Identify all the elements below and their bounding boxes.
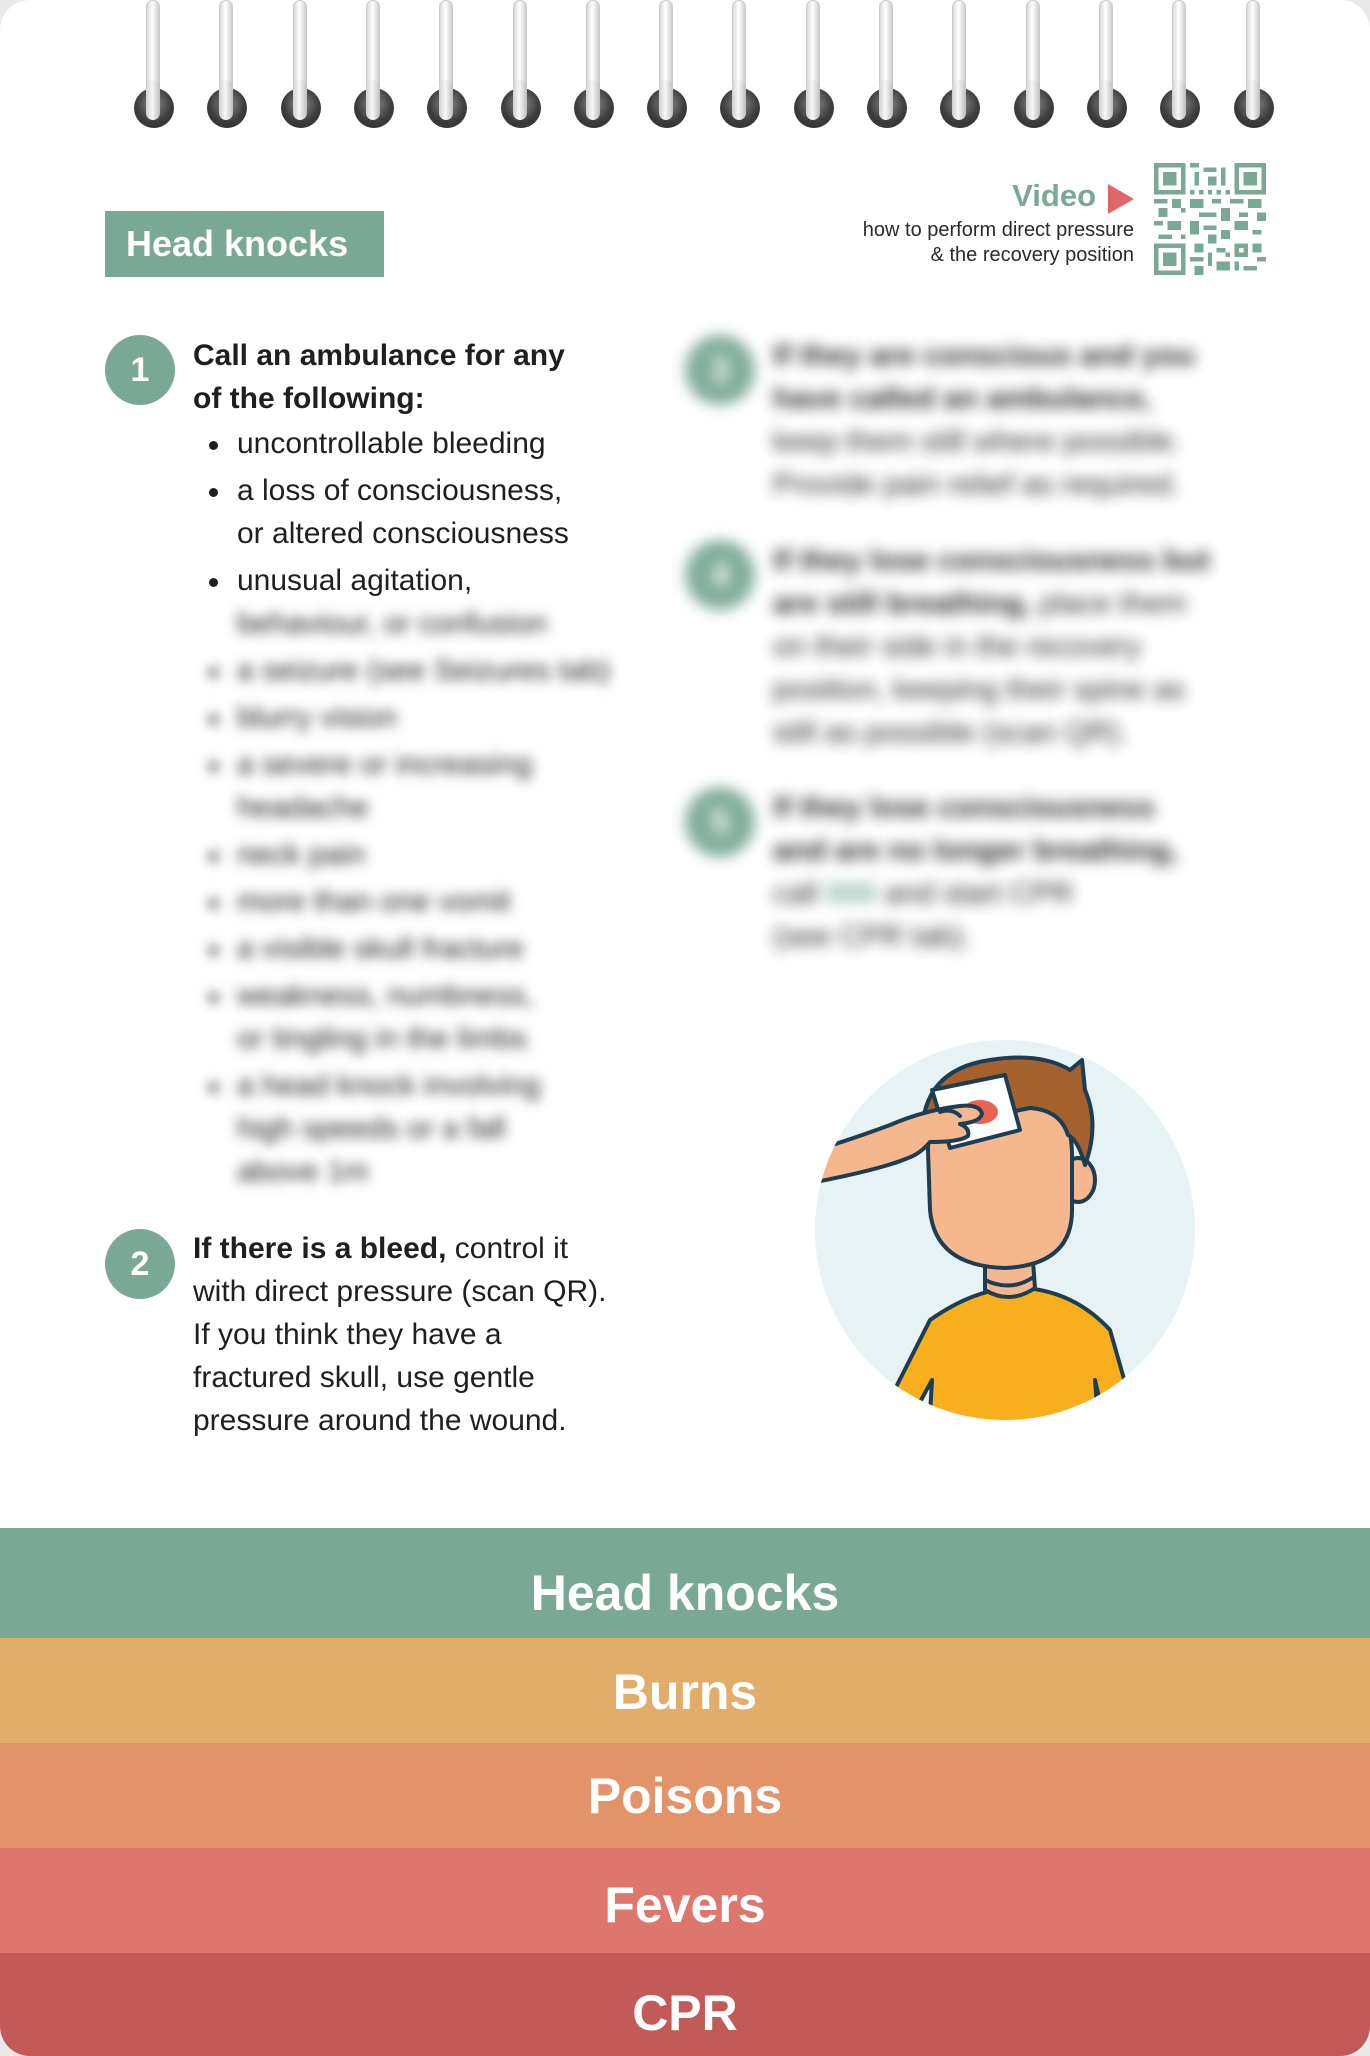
binding-ring [501, 0, 541, 128]
step-3-number: 3 [685, 335, 755, 405]
qr-code-icon[interactable] [1154, 163, 1266, 275]
video-link[interactable] [863, 176, 1134, 268]
bullet-item: uncontrollable bleeding [207, 422, 663, 465]
tab-label: Fevers [604, 1877, 766, 1933]
section-title: Head knocks [105, 211, 384, 277]
step-1-text [193, 334, 663, 1197]
tab-cpr[interactable] [0, 1953, 1370, 2056]
binding-ring [1234, 0, 1274, 128]
step-4-text: If they lose consciousness but are still breathing, place them on their side in the recovery position, keeping their spine as still as possible (scan QR). [773, 544, 1210, 749]
tab-strip [0, 1528, 1370, 2056]
binding-ring [207, 0, 247, 128]
binding-ring [354, 0, 394, 128]
step-2-text: If there is a bleed, control it with direct pressure (scan QR). If you think they have a fractured skull, use gentle pressure around the wound. [193, 1232, 607, 1437]
tab-label: CPR [632, 1985, 738, 2041]
binding-ring [1160, 0, 1200, 128]
play-icon [1108, 184, 1134, 214]
bullet-item: a severe or increasing headache [207, 743, 663, 829]
bullet-item: neck pain [207, 833, 663, 876]
step-5-number: 5 [685, 787, 755, 857]
binding-ring [720, 0, 760, 128]
video-label: Video [1012, 178, 1096, 213]
tab-head-knocks[interactable] [0, 1528, 1370, 1638]
binding-ring [134, 0, 174, 128]
tab-label: Burns [612, 1664, 758, 1720]
binding-ring [574, 0, 614, 128]
bullet-item: a loss of consciousness, or altered consciousness [207, 469, 663, 555]
bullet-item: unusual agitation, behaviour, or confusion [207, 559, 663, 645]
bullet-item: weakness, numbness, or tingling in the limbs [207, 974, 663, 1060]
step-5-text: If they lose consciousness and are no longer breathing, call 000 and start CPR (see CPR tab). [773, 791, 1179, 953]
tab-poisons[interactable] [0, 1743, 1370, 1848]
step-1-number: 1 [105, 335, 175, 405]
step-1-heading [193, 334, 663, 420]
step-2-number: 2 [105, 1229, 175, 1299]
step-4-number: 4 [685, 540, 755, 610]
tab-burns[interactable] [0, 1638, 1370, 1743]
tab-label: Poisons [587, 1768, 783, 1824]
step-3-text: If they are conscious and you have called an ambulance, keep them still where possible. Provide pain relief as required. [773, 339, 1195, 501]
head-injury-illustration [810, 1030, 1200, 1425]
binding-ring [281, 0, 321, 128]
video-description-line-2: & the recovery position [930, 244, 1134, 266]
spiral-binding [0, 0, 1370, 130]
binding-ring [647, 0, 687, 128]
bullet-item: a visible skull fracture [207, 927, 663, 970]
bullet-item: a head knock involving high speeds or a fall above 1m [207, 1064, 663, 1193]
tab-label: Head knocks [530, 1565, 840, 1621]
binding-ring [427, 0, 467, 128]
video-description-line-1: how to perform direct pressure [862, 219, 1134, 241]
bullet-item: more than one vomit [207, 880, 663, 923]
bullet-item: blurry vision [207, 696, 663, 739]
tab-fevers[interactable] [0, 1848, 1370, 1953]
binding-ring [794, 0, 834, 128]
binding-ring [867, 0, 907, 128]
step-1-heading-line-1: Call an ambulance for any [193, 339, 565, 372]
bullet-item: a seizure (see Seizures tab) [207, 649, 663, 692]
step-1-heading-line-2: of the following: [193, 382, 425, 415]
binding-ring [1087, 0, 1127, 128]
step-1-bullet-list [207, 422, 663, 1193]
binding-ring [1014, 0, 1054, 128]
binding-ring [940, 0, 980, 128]
